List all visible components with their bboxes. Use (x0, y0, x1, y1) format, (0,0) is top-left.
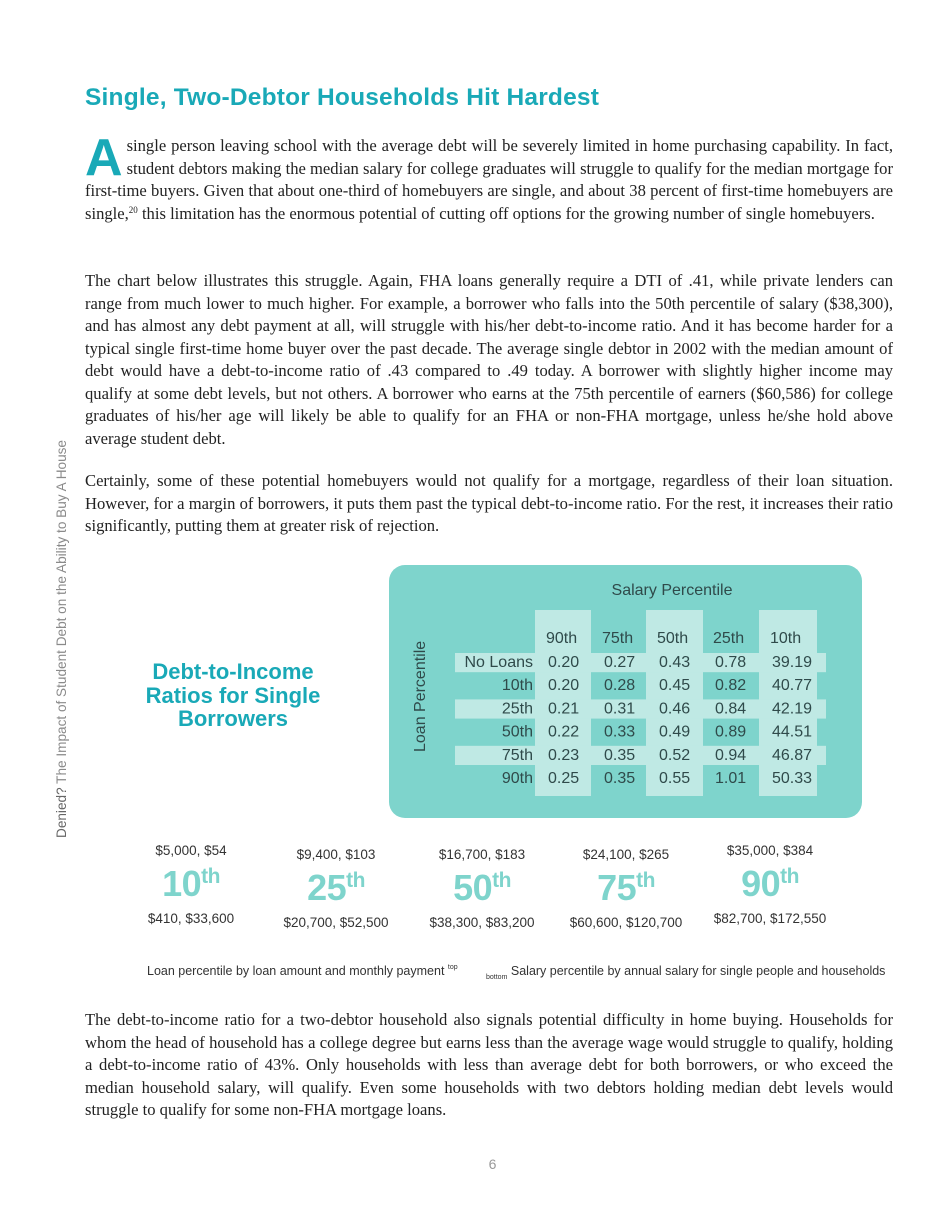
column-header: 75th (602, 630, 634, 647)
percentile-block (126, 843, 256, 926)
loan-amount-payment: $35,000, $384 (726, 843, 814, 858)
row-label: 75th (501, 746, 533, 764)
footnote-ref[interactable]: 20 (128, 204, 138, 215)
table-cell: 0.89 (715, 723, 747, 741)
percentile-block (417, 847, 547, 930)
percentile-block (561, 847, 691, 930)
table-cell: 0.45 (659, 677, 691, 695)
table-cell: 42.19 (772, 700, 813, 718)
loan-note-text: Loan percentile by loan amount and monthly payment (147, 964, 445, 978)
table-cell: 0.43 (659, 654, 691, 671)
page-number: 6 (488, 1156, 497, 1172)
table-cell: 0.49 (659, 723, 691, 741)
table-cell: 0.35 (604, 770, 636, 787)
percentile-block (705, 843, 835, 926)
table-cell: 50.33 (772, 770, 813, 787)
loan-note-sup: top (447, 964, 458, 971)
dti-table-panel (389, 565, 862, 818)
salary-range: $82,700, $172,550 (713, 911, 827, 926)
table-cell: 0.27 (604, 654, 636, 671)
percentile-block (271, 847, 401, 930)
paragraph-intro-text-end: this limitation has the enormous potential of cutting off options for the growing number of single homebuyers. (137, 203, 875, 223)
paragraph-margin: Certainly, some of these potential homebuyers would not qualify for a mortgage, regardless of their loan situation. However, for a margin of borrowers, it puts them past the typical debt-to-income ratio. For the rest, it increases their ratio significantly, putting them at greater risk of rejection. (85, 471, 893, 535)
table-cell: 0.21 (548, 700, 580, 718)
table-cell: 0.78 (715, 654, 747, 671)
column-header: 50th (657, 630, 689, 647)
table-cell: 0.28 (604, 677, 636, 695)
running-title (54, 390, 69, 838)
percentile-value: 25 (307, 867, 347, 908)
salary-range: $60,600, $120,700 (569, 915, 683, 930)
table-cell: 0.94 (715, 746, 747, 764)
percentile-suffix: th (636, 869, 655, 892)
percentile-suffix: th (346, 869, 365, 892)
percentile-suffix: th (201, 865, 220, 888)
percentile-number (271, 869, 401, 907)
percentile-value: 10 (162, 863, 202, 904)
salary-note-text: Salary percentile by annual salary for single people and households (507, 964, 886, 978)
table-cell: 0.82 (715, 677, 747, 695)
loan-amount-payment: $5,000, $54 (155, 843, 227, 858)
chart-title: Debt-to-Income Ratios for Single Borrowers (145, 659, 321, 731)
table-cell: 0.23 (548, 746, 580, 764)
percentile-value: 50 (453, 867, 493, 908)
table-cell: 44.51 (772, 723, 813, 741)
table-cell: 0.52 (659, 746, 691, 764)
dti-table-cells (389, 565, 862, 818)
percentile-number (561, 869, 691, 907)
table-cell: 0.20 (548, 677, 580, 695)
running-title-bold: Denied? (54, 787, 69, 838)
loan-amount-payment: $9,400, $103 (296, 847, 376, 862)
row-label: 50th (501, 723, 533, 741)
percentile-number (417, 869, 547, 907)
loan-note (147, 964, 458, 978)
table-cell: 0.55 (659, 770, 691, 787)
percentile-value: 90 (741, 863, 781, 904)
paragraph-chart-intro: The chart below illustrates this struggle. Again, FHA loans generally require a DTI of .41, while private lenders can range from much lower to much higher. For example, a borrower who falls into the 50th percentile of salary ($38,300), and has almost any debt payment at all, will struggle with his/her debt-to-income ratio. And it has become harder for a typical single first-time home buyer over the past decade. The average single debtor in 2002 with the median amount of debt would have a debt-to-income ratio of .43 compared to .49 today. A borrower with slightly higher income may qualify at some debt levels, but not others. A borrower who earns at the 75th percentile of earners ($60,586) for college graduates of his/her age will likely be able to qualify for an FHA or non-FHA mortgage, unless he/she hold above average student debt. (85, 271, 893, 448)
running-title-rest: The Impact of Student Debt on the Ability to Buy A House (54, 440, 69, 788)
table-cell: 0.22 (548, 723, 580, 741)
row-label: 90th (501, 770, 533, 787)
percentile-suffix: th (492, 869, 511, 892)
table-cell: 0.35 (604, 746, 636, 764)
loan-amount-payment: $16,700, $183 (438, 847, 526, 862)
table-cell: 0.33 (604, 723, 636, 741)
paragraph-intro (85, 129, 893, 225)
table-cell: 0.25 (548, 770, 580, 787)
salary-range: $20,700, $52,500 (283, 915, 389, 930)
drop-cap: A (85, 129, 123, 187)
section-heading: Single, Two-Debtor Households Hit Hardest (85, 84, 600, 111)
salary-note (486, 964, 885, 981)
percentile-number (705, 865, 835, 903)
table-cell: 0.20 (548, 654, 580, 671)
percentile-number (126, 865, 256, 903)
column-header: 10th (770, 630, 802, 647)
loan-percentile-label: Loan Percentile (412, 640, 429, 752)
row-label: No Loans (464, 654, 533, 671)
table-cell: 39.19 (772, 654, 813, 671)
percentile-value: 75 (597, 867, 637, 908)
table-cell: 40.77 (772, 677, 813, 695)
loan-amount-payment: $24,100, $265 (582, 847, 670, 862)
salary-range: $38,300, $83,200 (429, 915, 535, 930)
row-label: 25th (501, 700, 533, 718)
table-cell: 0.31 (604, 700, 636, 718)
column-header: 25th (713, 630, 745, 647)
percentile-suffix: th (780, 865, 799, 888)
column-header: 90th (546, 630, 578, 647)
paragraph-two-debtor: The debt-to-income ratio for a two-debtor household also signals potential difficulty in home buying. Households for whom the head of household has a college degree but earns less than the average wage would struggle to qualify, holding a debt-to-income ratio of 43%. Only households with less than average debt for both borrowers, or who exceed the median household salary, will qualify. Even some households with two debtors holding median debt levels would struggle to qualify for some non-FHA mortgage loans. (85, 1010, 893, 1119)
table-cell: 46.87 (772, 746, 813, 764)
paragraph-intro-text: single person leaving school with the average debt will be severely limited in home purchasing capability. In fact, student debtors making the median salary for college graduates will struggle to qualify for the median mortgage for first-time buyers. Given that about one-third of homebuyers are single, and about 38 percent of first-time homebuyers are single, (85, 136, 893, 223)
table-cell: 0.46 (659, 700, 691, 718)
salary-note-sub: bottom (486, 974, 508, 981)
salary-percentile-label: Salary Percentile (611, 582, 733, 599)
table-cell: 1.01 (715, 770, 747, 787)
salary-range: $410, $33,600 (147, 911, 235, 926)
table-cell: 0.84 (715, 700, 747, 718)
row-label: 10th (501, 677, 533, 695)
